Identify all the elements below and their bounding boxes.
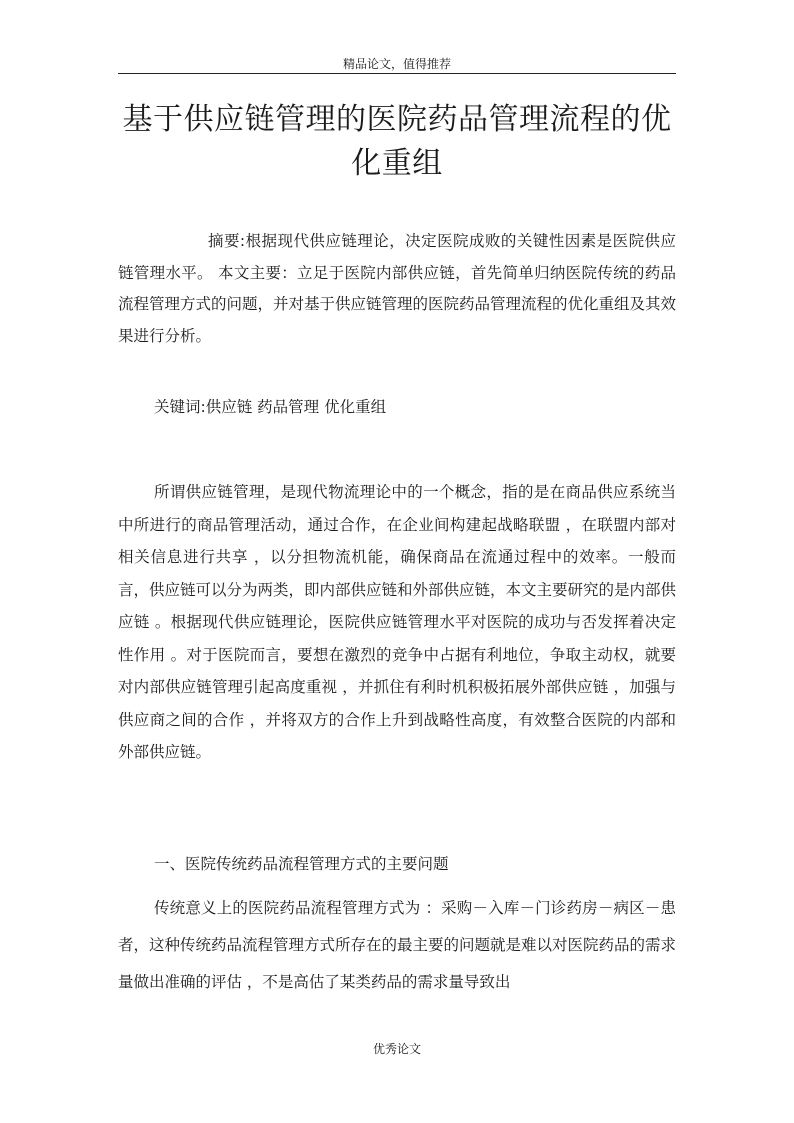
- header-divider: [118, 73, 676, 74]
- page-header: 精品论文，值得推荐: [342, 57, 451, 71]
- section-heading-1: 一、医院传统药品流程管理方式的主要问题: [154, 855, 449, 873]
- page-footer: 优秀论文: [372, 1042, 421, 1056]
- keywords-line: 关键词:供应链 药品管理 优化重组: [154, 398, 387, 416]
- body-paragraph-1: 所谓供应链管理，是现代物流理论中的一个概念，指的是在商品供应系统当中所进行的商品管理活动，通过合作，在企业间构建起战略联盟 ，在联盟内部对相关信息进行共享 ，以分担物流机能，确保商品在流通过程中的效率。一般而言，供应链可以分为两类，即内部供应链和外部供应链，本文主要研究的是内部供应链 。根据现代供应链理论，医院供应链管理水平对医院的成功与否发挥着决定性作用 。对于医院而言，要想在激烈的竞争中占据有利地位，争取主动权，就要对内部供应链管理引起高度重视 ，并抓住有利时机积极拓展外部供应链 ，加强与供应商之间的合作 ，并将双方的合作上升到战略性高度，有效整合医院的内部和外部供应链。: [118, 483, 677, 761]
- body-paragraph-2: 传统意义上的医院药品流程管理方式为 ：采购－入库－门诊药房－病区－患者，这种传统药品流程管理方式所存在的最主要的问题就是难以对医院药品的需求量做出准确的评估 ，不是高估了某类药品的需求量导致出: [118, 899, 677, 991]
- document-title: 基于供应链管理的医院药品管理流程的优化重组: [122, 102, 672, 181]
- abstract-paragraph: 摘要:根据现代供应链理论，决定医院成败的关键性因素是医院供应链管理水平。 本文主要：立足于医院内部供应链，首先简单归纳医院传统的药品流程管理方式的问题，并对基于供应链管理的医院药品管理流程的优化重组及其效果进行分析。: [118, 232, 677, 345]
